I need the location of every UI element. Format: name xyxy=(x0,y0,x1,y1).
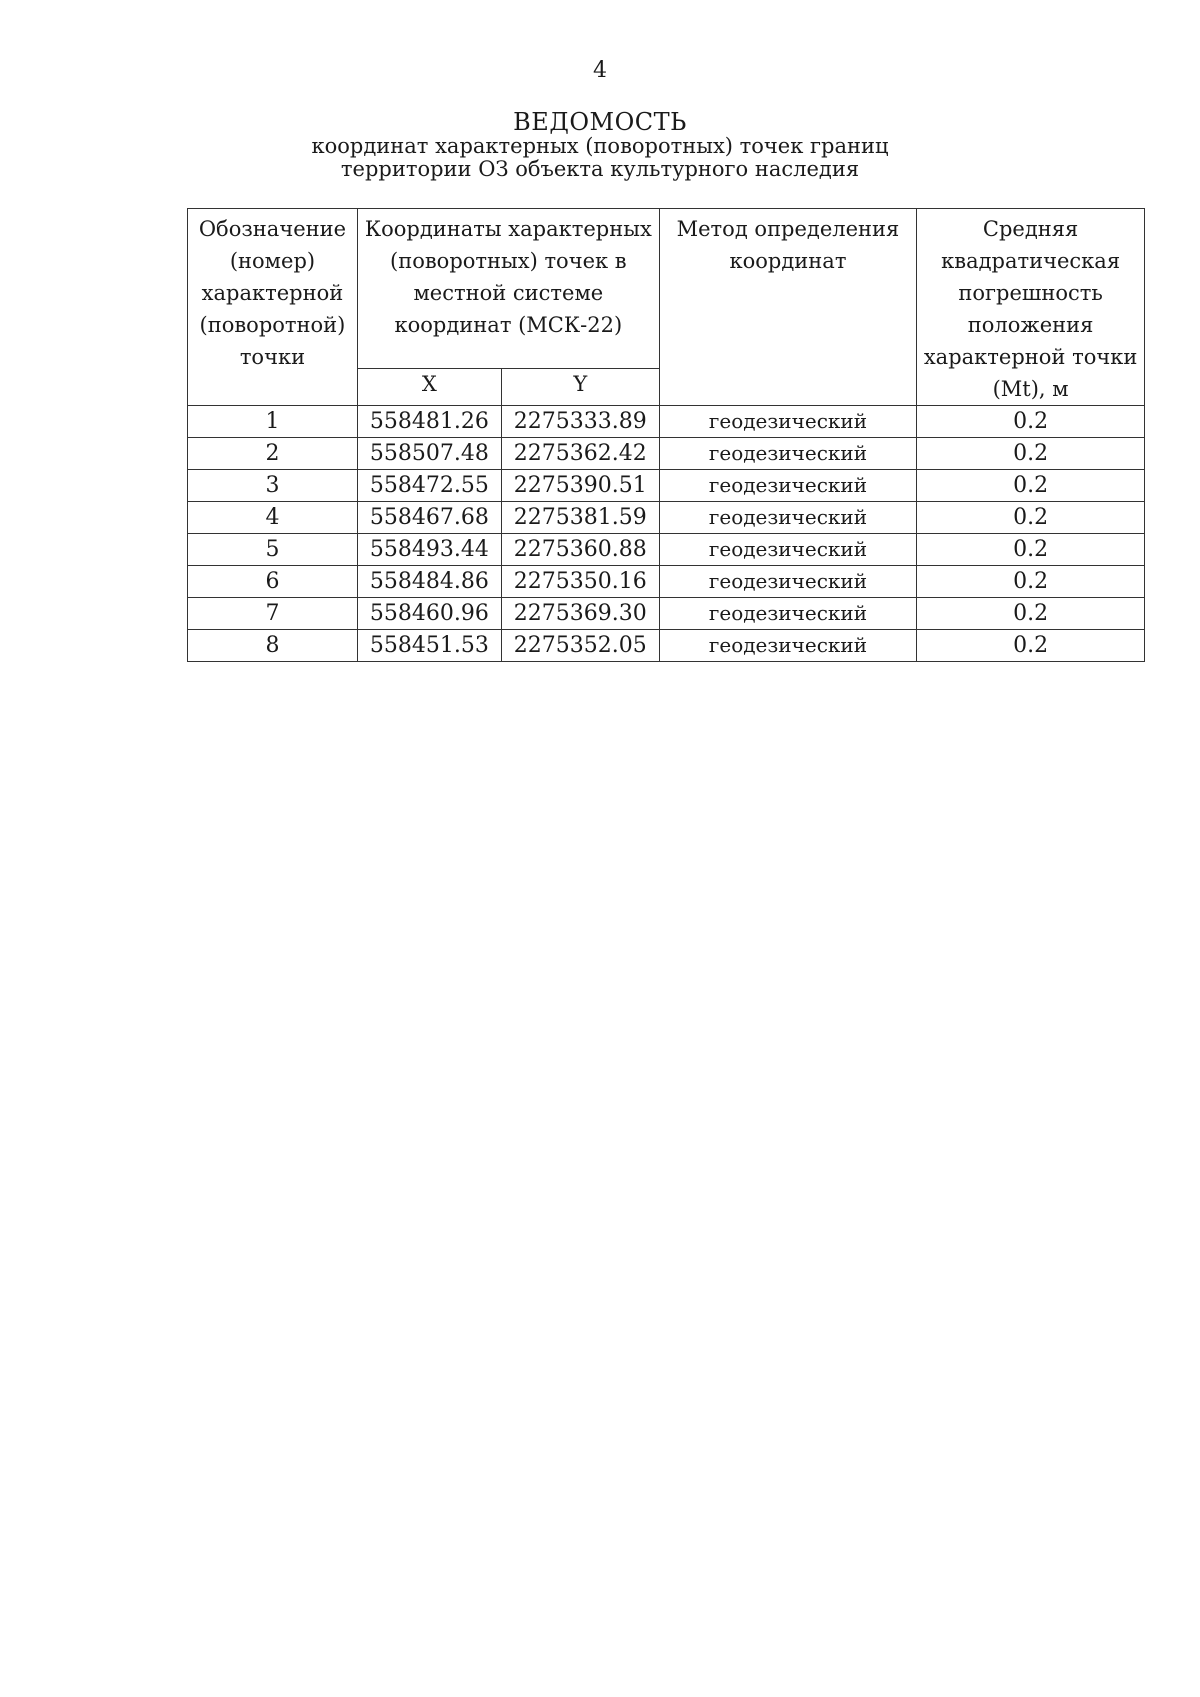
header-coordinates: Координаты характерных (поворотных) точек в местной системе координат (МСК-22) xyxy=(357,209,659,369)
cell-method: геодезический xyxy=(659,598,916,630)
cell-point: 2 xyxy=(188,438,358,470)
cell-y: 2275350.16 xyxy=(501,566,659,598)
cell-y: 2275333.89 xyxy=(501,406,659,438)
cell-error: 0.2 xyxy=(917,438,1145,470)
table-row xyxy=(188,406,1145,438)
cell-method: геодезический xyxy=(659,566,916,598)
cell-x: 558472.55 xyxy=(357,470,501,502)
cell-x: 558467.68 xyxy=(357,502,501,534)
cell-method: геодезический xyxy=(659,502,916,534)
table-row xyxy=(188,630,1145,662)
cell-error: 0.2 xyxy=(917,566,1145,598)
cell-error: 0.2 xyxy=(917,502,1145,534)
cell-error: 0.2 xyxy=(917,470,1145,502)
cell-error: 0.2 xyxy=(917,630,1145,662)
cell-x: 558481.26 xyxy=(357,406,501,438)
cell-point: 1 xyxy=(188,406,358,438)
cell-point: 3 xyxy=(188,470,358,502)
page-number: 4 xyxy=(593,58,607,83)
header-method: Метод определения координат xyxy=(659,209,916,406)
cell-x: 558451.53 xyxy=(357,630,501,662)
table-row xyxy=(188,470,1145,502)
coordinates-table xyxy=(187,208,1145,662)
header-x: X xyxy=(357,368,501,405)
cell-method: геодезический xyxy=(659,470,916,502)
table-row xyxy=(188,438,1145,470)
cell-point: 5 xyxy=(188,534,358,566)
cell-method: геодезический xyxy=(659,630,916,662)
table-body xyxy=(188,406,1145,662)
table-row xyxy=(188,566,1145,598)
cell-y: 2275352.05 xyxy=(501,630,659,662)
document-subtitle-line-2: территории ОЗ объекта культурного наследия xyxy=(340,157,860,181)
cell-x: 558484.86 xyxy=(357,566,501,598)
cell-method: геодезический xyxy=(659,406,916,438)
cell-x: 558460.96 xyxy=(357,598,501,630)
cell-point: 8 xyxy=(188,630,358,662)
cell-y: 2275381.59 xyxy=(501,502,659,534)
cell-error: 0.2 xyxy=(917,534,1145,566)
header-y: Y xyxy=(501,368,659,405)
cell-point: 7 xyxy=(188,598,358,630)
cell-y: 2275390.51 xyxy=(501,470,659,502)
header-point: Обозначение (номер) характерной (поворотной) точки xyxy=(188,209,358,406)
table-row xyxy=(188,598,1145,630)
table-row xyxy=(188,502,1145,534)
cell-point: 4 xyxy=(188,502,358,534)
cell-error: 0.2 xyxy=(917,598,1145,630)
cell-method: геодезический xyxy=(659,534,916,566)
cell-x: 558507.48 xyxy=(357,438,501,470)
header-error: Средняя квадратическая погрешность положения характерной точки (Mt), м xyxy=(917,209,1145,406)
document-subtitle-line-1: координат характерных (поворотных) точек границ xyxy=(311,134,889,158)
cell-method: геодезический xyxy=(659,438,916,470)
document-title: ВЕДОМОСТЬ xyxy=(513,108,687,136)
cell-y: 2275369.30 xyxy=(501,598,659,630)
cell-y: 2275360.88 xyxy=(501,534,659,566)
table-header-row xyxy=(188,209,1145,369)
table-row xyxy=(188,534,1145,566)
cell-error: 0.2 xyxy=(917,406,1145,438)
cell-point: 6 xyxy=(188,566,358,598)
cell-y: 2275362.42 xyxy=(501,438,659,470)
cell-x: 558493.44 xyxy=(357,534,501,566)
